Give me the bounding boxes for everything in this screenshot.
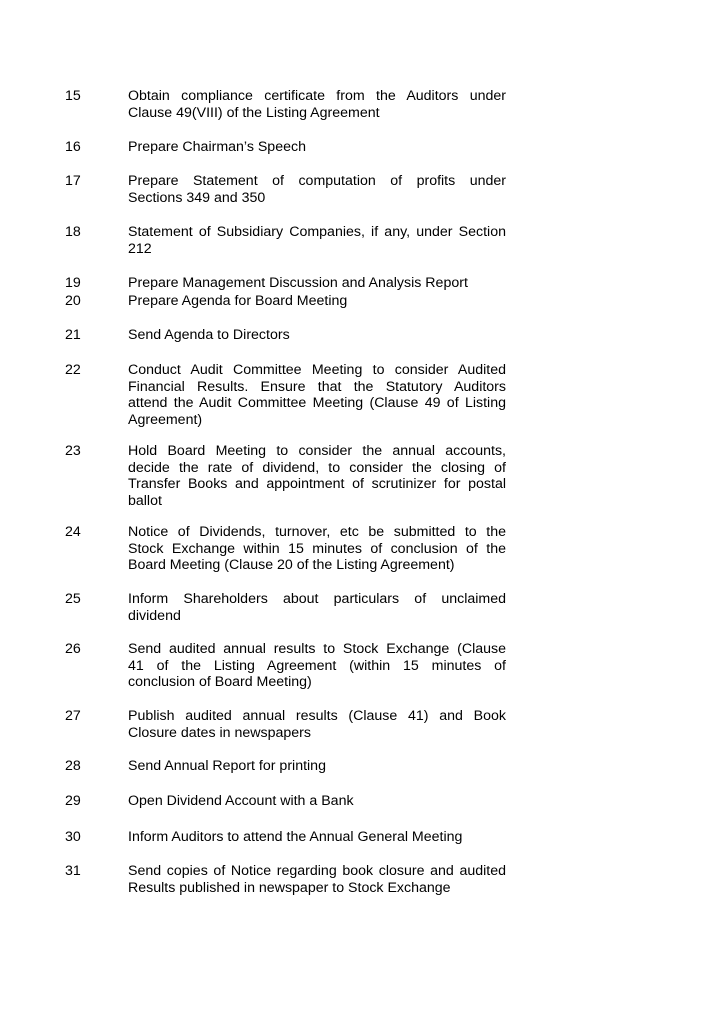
item-text-line: Clause 49(VIII) of the Listing Agreement (128, 104, 380, 121)
item-number: 28 (65, 758, 81, 774)
item-text-line: Statement of Subsidiary Companies, if any, under Section (128, 224, 506, 240)
item-text-line: Prepare Management Discussion and Analysis Report (128, 275, 468, 291)
item-text-line: Financial Results. Ensure that the Statutory Auditors (128, 378, 506, 395)
item-text-line: Prepare Agenda for Board Meeting (128, 293, 348, 309)
item-number: 29 (65, 793, 81, 809)
item-text-line: Hold Board Meeting to consider the annual accounts, (128, 443, 506, 459)
item-text-line: Inform Shareholders about particulars of unclaimed (128, 591, 506, 607)
item-text-line: Inform Auditors to attend the Annual General Meeting (128, 829, 463, 845)
item-text-line: Results published in newspaper to Stock Exchange (128, 879, 451, 896)
item-text-line: Closure dates in newspapers (128, 724, 311, 741)
item-text-line: Publish audited annual results (Clause 41) and Book (128, 708, 506, 724)
item-text-line: Obtain compliance certificate from the Auditors under (128, 88, 506, 104)
item-text (128, 275, 506, 292)
item-number: 24 (65, 524, 81, 540)
item-number: 17 (65, 173, 81, 189)
item-text-line: Send Annual Report for printing (128, 758, 326, 774)
item-text-line: Conduct Audit Committee Meeting to consider Audited (128, 362, 506, 378)
item-text-line: Send copies of Notice regarding book closure and audited (128, 863, 506, 879)
item-text-line: Transfer Books and appointment of scrutinizer for postal (128, 476, 506, 493)
item-text-line: decide the rate of dividend, to consider the closing of (128, 459, 506, 476)
item-text-line: 212 (128, 240, 152, 257)
item-text (128, 139, 506, 156)
item-text (128, 224, 506, 257)
item-text-line: Stock Exchange within 15 minutes of conclusion of the (128, 540, 506, 557)
item-text-line: conclusion of Board Meeting) (128, 674, 312, 691)
item-text (128, 327, 506, 344)
item-text-line: ballot (128, 492, 162, 509)
item-text-line: Board Meeting (Clause 20 of the Listing Agreement) (128, 557, 455, 574)
item-number: 30 (65, 829, 81, 845)
item-number: 16 (65, 139, 81, 155)
item-text (128, 863, 506, 896)
item-text-line: 41 of the Listing Agreement (within 15 minutes of (128, 657, 506, 674)
item-number: 18 (65, 224, 81, 240)
item-text-line: Send Agenda to Directors (128, 327, 290, 343)
item-text-line: Notice of Dividends, turnover, etc be submitted to the (128, 524, 506, 540)
item-text-line: Prepare Statement of computation of profits under (128, 173, 506, 189)
item-text-line: Send audited annual results to Stock Exchange (Clause (128, 641, 506, 657)
item-number: 23 (65, 443, 81, 459)
item-number: 15 (65, 88, 81, 104)
item-text (128, 591, 506, 624)
item-text (128, 793, 506, 810)
item-text-line: Prepare Chairman’s Speech (128, 139, 306, 155)
item-text (128, 708, 506, 741)
item-text (128, 173, 506, 206)
item-text (128, 443, 506, 509)
item-text-line: Agreement) (128, 411, 203, 428)
item-number: 25 (65, 591, 81, 607)
item-text-line: dividend (128, 607, 181, 624)
item-text-line: Sections 349 and 350 (128, 189, 266, 206)
item-text-line: Open Dividend Account with a Bank (128, 793, 354, 809)
item-number: 31 (65, 863, 81, 879)
item-number: 22 (65, 362, 81, 378)
item-text (128, 362, 506, 428)
item-text (128, 829, 506, 846)
item-text-line: attend the Audit Committee Meeting (Clause 49 of Listing (128, 395, 506, 412)
item-text (128, 641, 506, 691)
item-number: 19 (65, 275, 81, 291)
item-number: 27 (65, 708, 81, 724)
item-text (128, 758, 506, 775)
item-text (128, 293, 506, 310)
item-number: 26 (65, 641, 81, 657)
item-number: 21 (65, 327, 81, 343)
item-text (128, 524, 506, 574)
item-number: 20 (65, 293, 81, 309)
item-text (128, 88, 506, 121)
